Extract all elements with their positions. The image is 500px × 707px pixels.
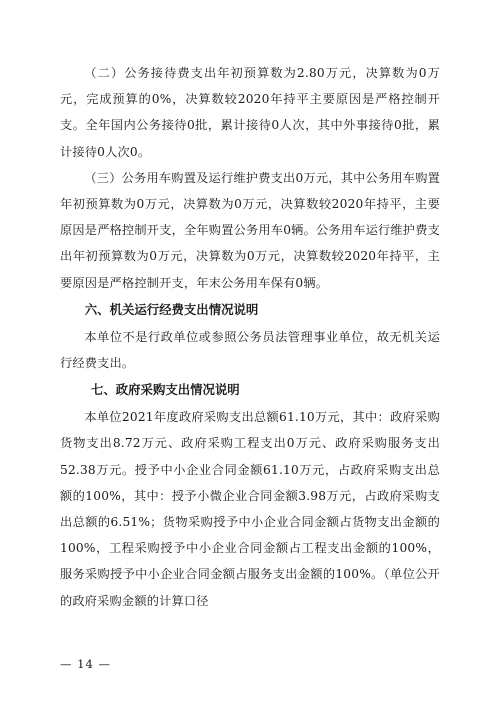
section-heading-operating-expenses: 六、机关运行经费支出情况说明: [84, 301, 259, 317]
paragraph-procurement: 本单位2021年度政府采购支出总额61.10万元，其中：政府采购货物支出8.72万元、政府采购工程支出0万元、政府采购服务支出52.38万元。授予中小企业合同金额61.10万元，占政府采购支出总额的100%，其中：授予小微企业合同金额3.98万元，占政府采购支出总额的6.51%；货物采购授予中小企业合同金额占货物支出金额的100%，工程采购授予中小企业合同金额占工程支出金额的100%，服务采购授予中小企业合同金额占服务支出金额的100%。（单位公开的政府采购金额的计算口径: [60, 410, 440, 608]
paragraph-vehicle-expenses: （三）公务用车购置及运行维护费支出0万元，其中公务用车购置年初预算数为0万元，决算数为0万元，决算数较2020年持平，主要原因是严格控制开支，全年购置公务用车0辆。公务用车运行维护费支出年初预算数为0万元，决算数为0万元，决算数较2020年持平，主要原因是严格控制开支，年末公务用车保有0辆。: [60, 170, 440, 290]
document-body: [60, 60, 440, 614]
section-heading-procurement: 七、政府采购支出情况说明: [91, 382, 240, 398]
paragraph-operating-expenses: 本单位不是行政单位或参照公务员法管理事业单位，故无机关运行经费支出。: [60, 329, 440, 371]
paragraph-reception-expenses: （二）公务接待费支出年初预算数为2.80万元，决算数为0万元，完成预算的0%，决算数较2020年持平主要原因是严格控制开支。全年国内公务接待0批，累计接待0人次，其中外事接待0批，累计接待0人次0。: [60, 66, 440, 159]
page-number: — 14 —: [60, 657, 111, 671]
